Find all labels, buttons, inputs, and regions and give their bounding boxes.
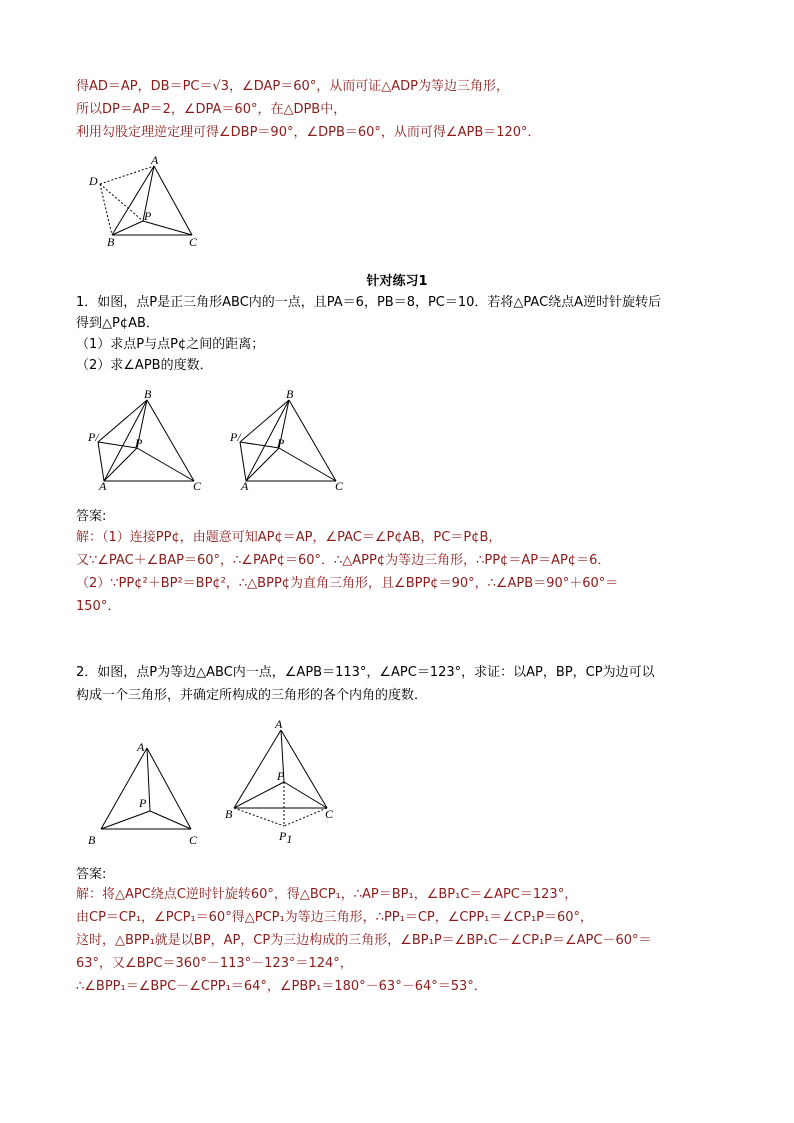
a2-line-1: 解：将△APC绕点C逆时针旋转60°，得△BCP₁，∴AP＝BP₁，∠BP₁C＝∠APC＝123°， [76,887,578,902]
answer-label-1: 答案: [76,509,107,524]
fig1-label-p: P [135,436,143,450]
fig1-label-c: C [193,479,202,493]
a1-line-3: （2）∵PP¢²＋BP²＝BP¢²，∴△BPP¢为直角三角形，且∠BPP¢＝90°，∴∠APB＝90°＋60°＝ [76,576,619,591]
figure-q1-left [86,386,211,496]
fig1r-label-c: C [335,479,344,493]
fig1r-label-p: P [277,436,285,450]
a1-line-2: 又∵∠PAC＋∠BAP＝60°，∴∠PAP¢＝60°．∴△APP¢为等边三角形，∴PP¢＝AP＝AP¢＝6． [76,553,611,568]
fig2r-label-a: A [275,717,283,731]
figure-adp [80,152,210,252]
fig1-label-b: B [144,387,152,401]
q1-line-3: （1）求点P与点P¢之间的距离； [76,337,265,352]
fig0-label-c: C [189,235,198,249]
intro-line-3: 利用勾股定理逆定理可得∠DBP＝90°，∠DPB＝60°，从而可得∠APB＝120°． [76,125,541,140]
fig2-label-b: B [88,833,96,847]
fig1-label-a: A [99,479,107,493]
fig2r-label-b: B [225,807,233,821]
figure-q1-right [228,386,353,496]
fig0-label-d: D [89,174,98,188]
fig2r-label-p1 [278,829,292,846]
fig0-label-p: P [144,209,152,223]
fig2-label-a: A [137,740,145,754]
a1-line-4: 150°． [76,599,121,614]
fig1r-label-b: B [286,387,294,401]
fig2r-label-c: C [325,807,334,821]
intro-line-1: 得AD＝AP，DB＝PC＝√3，∠DAP＝60°，从而可证△ADP为等边三角形， [76,79,509,94]
intro-line-2: 所以DP＝AP＝2，∠DPA＝60°，在△DPB中， [76,102,347,117]
a2-line-5: ∴∠BPP₁＝∠BPC－∠CPP₁＝64°，∠PBP₁＝180°－63°－64°＝53°． [76,979,487,994]
fig2r-label-p1-main: P [279,829,287,843]
figure-q2-right [222,718,352,848]
fig0-label-a: A [151,153,159,167]
fig0-label-b: B [107,235,115,249]
fig1-label-pp: P/ [88,430,99,444]
q2-line-1: 2．如图，点P为等边△ABC内一点，∠APB＝113°，∠APC＝123°，求证：以AP，BP，CP为边可以 [76,665,655,680]
fig2r-label-p: P [277,769,285,783]
q1-line-2: 得到△P¢AB． [76,316,159,331]
section-title: 针对练习1 [366,274,428,289]
q1-line-1: 1．如图，点P是正三角形ABC内的一点，且PA＝6，PB＝8，PC＝10．若将△PAC绕点A逆时针旋转后 [76,295,662,310]
q2-line-2: 构成一个三角形，并确定所构成的三角形的各个内角的度数． [76,688,428,703]
a1-line-1: 解：（1）连接PP¢，由题意可知AP¢＝AP，∠PAC＝∠P¢AB，PC＝P¢B， [76,530,502,545]
fig1r-label-pp: P/ [230,430,241,444]
answer-label-2: 答案: [76,867,107,882]
fig2r-label-p1-sub: 1 [286,832,293,846]
fig2-label-c: C [189,833,198,847]
figure-q2-left [86,734,211,849]
fig2-label-p: P [139,796,147,810]
a2-line-3: 这时，△BPP₁就是以BP，AP，CP为三边构成的三角形，∠BP₁P＝∠BP₁C－∠CP₁P＝∠APC－60°＝ [76,933,652,948]
fig1r-label-a: A [241,479,249,493]
a2-line-4: 63°，又∠BPC＝360°－113°－123°＝124°， [76,956,353,971]
a2-line-2: 由CP＝CP₁，∠PCP₁＝60°得△PCP₁为等边三角形，∴PP₁＝CP，∠CPP₁＝∠CP₁P＝60°， [76,910,594,925]
q1-line-4: （2）求∠APB的度数． [76,358,213,373]
